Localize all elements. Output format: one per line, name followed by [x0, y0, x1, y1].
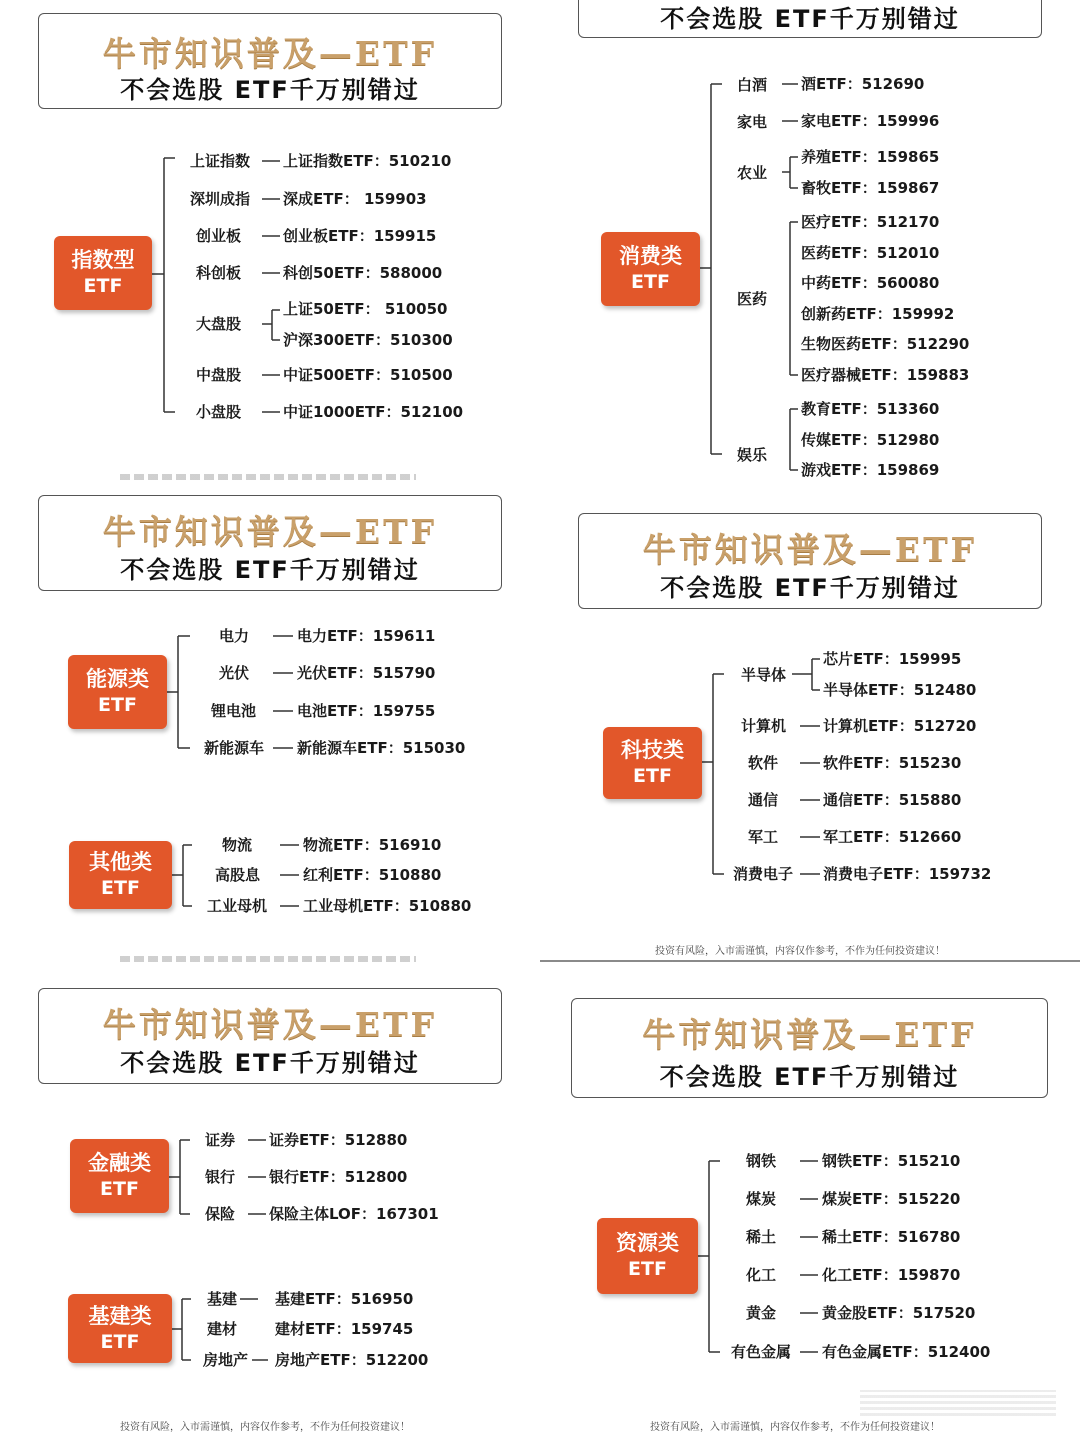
etf-item: 消费电子ETF：159732 — [823, 865, 992, 883]
category-label: 金融类 — [88, 1151, 151, 1175]
category-finance-badge — [70, 1139, 169, 1213]
header-subtitle: 不会选股 ETF千万别错过 — [120, 76, 420, 104]
etf-item: 生物医药ETF：512290 — [801, 335, 970, 353]
watermark-icon — [860, 1390, 1056, 1416]
etf-item: 医药ETF：512010 — [801, 244, 940, 262]
card-header — [571, 998, 1048, 1098]
card-header — [38, 13, 502, 109]
header-subtitle: 不会选股 ETF千万别错过 — [659, 1063, 960, 1091]
etf-item: 创新药ETF：159992 — [801, 305, 955, 323]
etf-item: 医疗器械ETF：159883 — [801, 366, 970, 384]
category-tech-badge — [603, 727, 702, 799]
sub-label: 家电 — [737, 113, 768, 131]
etf-item: 有色金属ETF：512400 — [822, 1343, 991, 1361]
etf-item: 上证50ETF： 510050 — [283, 300, 448, 318]
etf-item: 证券ETF：512880 — [269, 1131, 408, 1149]
category-other-badge — [69, 841, 172, 909]
etf-item: 医疗ETF：512170 — [801, 213, 940, 231]
sub-label: 新能源车 — [204, 739, 265, 757]
header-subtitle: 不会选股 ETF千万别错过 — [660, 574, 960, 602]
etf-item: 养殖ETF：159865 — [801, 148, 940, 166]
sub-label: 黄金 — [746, 1304, 777, 1322]
etf-item: 游戏ETF：159869 — [801, 461, 940, 479]
sub-label: 半导体 — [741, 666, 787, 684]
sub-label: 通信 — [748, 791, 779, 809]
card-header — [578, 513, 1042, 609]
etf-item: 中药ETF：560080 — [801, 274, 940, 292]
sub-label: 证券 — [205, 1131, 236, 1149]
etf-item: 保险主体LOF：167301 — [269, 1205, 439, 1223]
header-subtitle: 不会选股 ETF千万别错过 — [660, 5, 960, 33]
category-sublabel: ETF — [628, 1258, 667, 1280]
etf-item: 创业板ETF：159915 — [283, 227, 437, 245]
etf-item: 畜牧ETF：159867 — [801, 179, 940, 197]
truncated-disclaimer — [120, 474, 416, 480]
card-header — [578, 0, 1042, 38]
category-sublabel: ETF — [633, 765, 672, 787]
header-title: 牛市知识普及—ETF — [642, 530, 978, 569]
etf-item: 中证1000ETF：512100 — [283, 403, 464, 421]
etf-item: 上证指数ETF：510210 — [283, 152, 452, 170]
sub-label: 化工 — [746, 1266, 777, 1284]
category-label: 资源类 — [616, 1231, 679, 1255]
etf-item: 半导体ETF：512480 — [823, 681, 977, 699]
etf-item: 煤炭ETF：515220 — [822, 1190, 961, 1208]
etf-item: 化工ETF：159870 — [822, 1266, 961, 1284]
card-header — [38, 495, 502, 591]
disclaimer: 投资有风险，入市需谨慎，内容仅作参考，不作为任何投资建议！ — [655, 946, 945, 957]
sub-label: 保险 — [205, 1205, 236, 1223]
etf-item: 传媒ETF：512980 — [801, 431, 940, 449]
sub-label: 房地产 — [203, 1351, 249, 1369]
etf-item: 计算机ETF：512720 — [823, 717, 977, 735]
category-sublabel: ETF — [83, 275, 123, 297]
sub-label: 科创板 — [196, 264, 242, 282]
etf-item: 科创50ETF：588000 — [283, 264, 443, 282]
category-sublabel: ETF — [98, 694, 137, 716]
etf-item: 深成ETF： 159903 — [283, 190, 427, 208]
etf-item: 电池ETF：159755 — [297, 702, 436, 720]
category-label: 科技类 — [621, 738, 684, 762]
etf-item: 银行ETF：512800 — [269, 1168, 408, 1186]
sub-label: 创业板 — [196, 227, 242, 245]
etf-item: 光伏ETF：515790 — [297, 664, 436, 682]
truncated-disclaimer — [120, 956, 416, 962]
etf-item: 芯片ETF：159995 — [823, 650, 962, 668]
header-subtitle: 不会选股 ETF千万别错过 — [120, 556, 420, 584]
sub-label: 小盘股 — [196, 403, 242, 421]
sub-label: 煤炭 — [746, 1190, 777, 1208]
sub-label: 锂电池 — [211, 702, 257, 720]
etf-item: 房地产ETF：512200 — [275, 1351, 429, 1369]
etf-item: 家电ETF：159996 — [801, 112, 940, 130]
category-index-badge — [54, 236, 152, 310]
sub-label: 大盘股 — [196, 315, 242, 333]
sub-label: 高股息 — [215, 866, 261, 884]
sub-label: 工业母机 — [207, 897, 268, 915]
sub-label: 中盘股 — [196, 366, 242, 384]
etf-item: 军工ETF：512660 — [823, 828, 962, 846]
sub-label: 消费电子 — [733, 865, 794, 883]
category-sublabel: ETF — [100, 1178, 139, 1200]
category-consume-badge — [601, 232, 700, 306]
header-title: 牛市知识普及—ETF — [102, 34, 438, 73]
etf-item: 新能源车ETF：515030 — [297, 739, 466, 757]
etf-item: 中证500ETF：510500 — [283, 366, 453, 384]
category-sublabel: ETF — [101, 877, 140, 899]
category-energy-badge — [68, 655, 167, 729]
etf-item: 电力ETF：159611 — [297, 627, 436, 645]
sub-label: 银行 — [205, 1168, 236, 1186]
sub-label: 白酒 — [737, 76, 768, 94]
header-title: 牛市知识普及—ETF — [102, 1005, 438, 1044]
etf-item: 软件ETF：515230 — [823, 754, 962, 772]
sub-label: 光伏 — [219, 664, 250, 682]
etf-item: 黄金股ETF：517520 — [822, 1304, 976, 1322]
category-label: 其他类 — [89, 850, 152, 874]
category-resource-badge — [597, 1218, 698, 1294]
card-header — [38, 988, 502, 1084]
etf-item: 物流ETF：516910 — [303, 836, 442, 854]
sub-label: 软件 — [748, 754, 779, 772]
sub-label: 有色金属 — [731, 1343, 792, 1361]
sub-label: 建材 — [207, 1320, 238, 1338]
sub-label: 电力 — [219, 627, 250, 645]
sub-label: 深圳成指 — [190, 190, 251, 208]
sub-label: 医药 — [737, 290, 768, 308]
etf-item: 酒ETF：512690 — [801, 75, 925, 93]
etf-item: 钢铁ETF：515210 — [822, 1152, 961, 1170]
sub-label: 计算机 — [741, 717, 787, 735]
category-label: 基建类 — [88, 1303, 152, 1328]
sub-label: 娱乐 — [737, 446, 768, 464]
etf-item: 沪深300ETF：510300 — [283, 331, 453, 349]
etf-item: 教育ETF：513360 — [801, 400, 940, 418]
header-subtitle: 不会选股 ETF千万别错过 — [120, 1049, 420, 1077]
category-label: 能源类 — [86, 667, 149, 691]
sub-label: 农业 — [737, 164, 768, 182]
sub-label: 上证指数 — [190, 152, 251, 170]
sub-label: 基建 — [207, 1290, 238, 1308]
etf-item: 工业母机ETF：510880 — [303, 897, 472, 915]
etf-item: 红利ETF：510880 — [303, 866, 442, 884]
disclaimer: 投资有风险，入市需谨慎，内容仅作参考，不作为任何投资建议！ — [120, 1422, 410, 1433]
sub-label: 稀土 — [746, 1228, 777, 1246]
category-infra-badge — [68, 1294, 172, 1363]
category-label: 指数型 — [71, 248, 135, 272]
header-title: 牛市知识普及—ETF — [642, 1015, 977, 1054]
disclaimer: 投资有风险，入市需谨慎，内容仅作参考，不作为任何投资建议！ — [650, 1422, 940, 1433]
etf-item: 建材ETF：159745 — [275, 1320, 414, 1338]
sub-label: 钢铁 — [746, 1152, 777, 1170]
etf-item: 稀土ETF：516780 — [822, 1228, 961, 1246]
category-sublabel: ETF — [631, 271, 670, 293]
category-label: 消费类 — [619, 244, 682, 268]
etf-item: 通信ETF：515880 — [823, 791, 962, 809]
sub-label: 物流 — [222, 836, 253, 854]
etf-item: 基建ETF：516950 — [275, 1290, 414, 1308]
header-title: 牛市知识普及—ETF — [102, 512, 438, 551]
sub-label: 军工 — [748, 828, 779, 846]
category-sublabel: ETF — [100, 1330, 140, 1353]
